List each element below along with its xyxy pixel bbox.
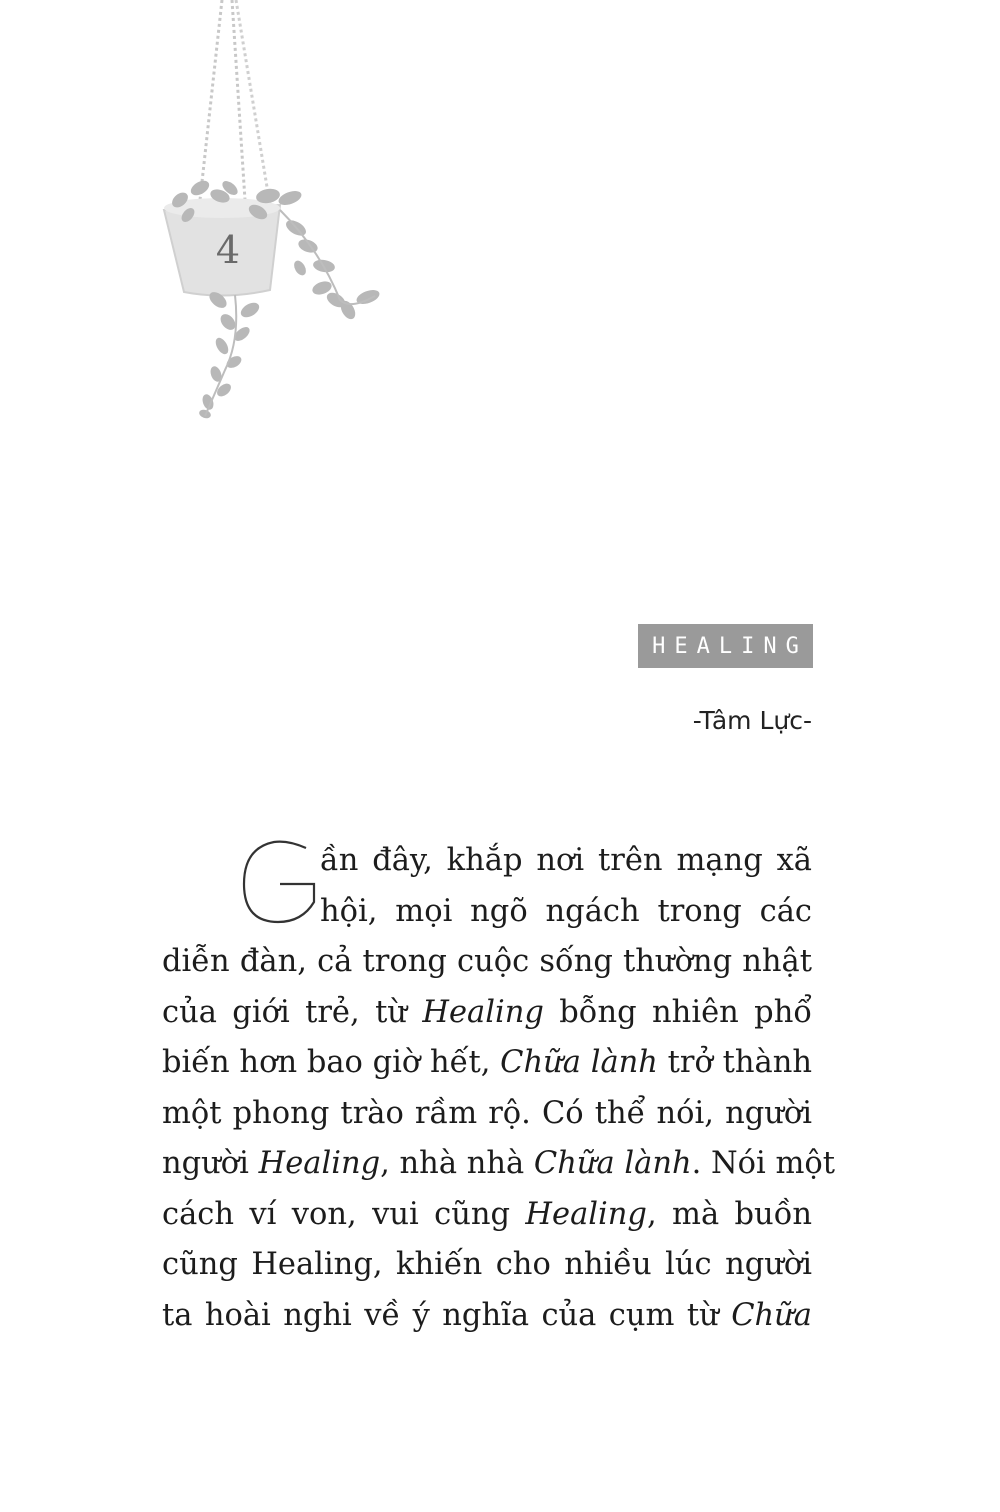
- text-run: , mà buồn: [646, 1196, 813, 1232]
- hanging-plant-illustration: [150, 0, 400, 430]
- paragraph-line: [162, 1139, 836, 1190]
- paragraph-line: [162, 1190, 812, 1241]
- italic-term: Chữa lành: [533, 1146, 692, 1181]
- paragraph-line: [162, 988, 812, 1039]
- text-run: bỗng nhiên phổ: [543, 994, 812, 1030]
- paragraph-line: [162, 836, 812, 887]
- author-name: -Tâm Lực-: [692, 706, 812, 735]
- text-run: cũng Healing, khiến cho nhiều lúc người: [162, 1247, 812, 1282]
- text-run: cách ví von, vui cũng: [162, 1196, 526, 1232]
- text-run: biến hơn bao giờ hết,: [162, 1045, 501, 1080]
- text-run: ta hoài nghi về ý nghĩa của cụm từ: [162, 1297, 732, 1333]
- chapter-number: 4: [215, 228, 241, 272]
- italic-term: Chữa lành: [500, 1045, 658, 1080]
- paragraph-line: [162, 1240, 812, 1291]
- paragraph-line: [162, 1291, 812, 1342]
- text-run: hội, mọi ngõ ngách trong các: [320, 893, 812, 929]
- paragraph-line: [162, 937, 812, 988]
- text-run: ần đây, khắp nơi trên mạng xã: [320, 843, 812, 878]
- body-paragraph: [162, 836, 836, 1341]
- italic-term: Healing: [525, 1196, 647, 1232]
- paragraph-line: [162, 1089, 812, 1140]
- text-run: diễn đàn, cả trong cuộc sống thường nhật: [162, 944, 812, 979]
- text-run: , nhà nhà: [380, 1146, 534, 1181]
- text-run: . Nói một: [691, 1146, 836, 1181]
- text-run: của giới trẻ, từ: [162, 994, 423, 1030]
- paragraph-line: [162, 887, 812, 938]
- text-run: người: [162, 1146, 259, 1181]
- chapter-title-block: [638, 624, 813, 668]
- text-run: trở thành: [657, 1045, 812, 1080]
- paragraph-line: [162, 1038, 812, 1089]
- chapter-title: HEALING: [652, 633, 808, 659]
- italic-term: Healing: [258, 1146, 381, 1181]
- italic-term: Chữa: [731, 1297, 812, 1333]
- text-run: một phong trào rầm rộ. Có thể nói, người: [162, 1095, 812, 1131]
- italic-term: Healing: [422, 994, 544, 1030]
